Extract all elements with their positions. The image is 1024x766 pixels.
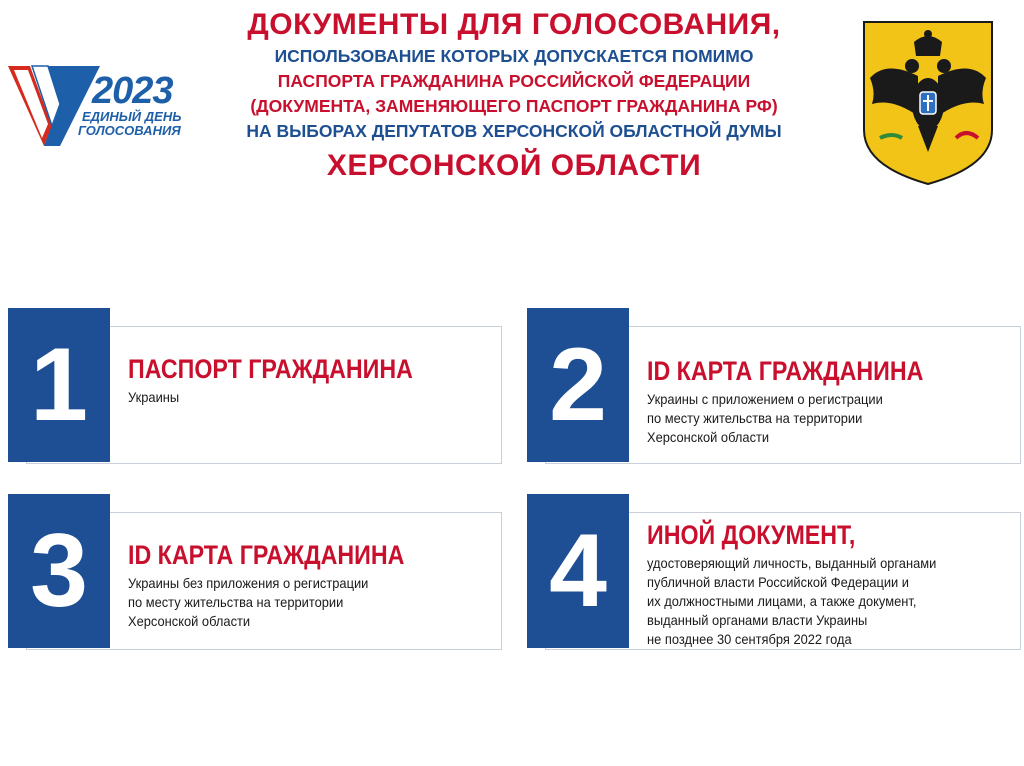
coat-of-arms	[862, 20, 994, 186]
card-number: 1	[30, 327, 88, 443]
card-content	[647, 356, 1015, 447]
card-title: ПАСПОРТ ГРАЖДАНИНА	[128, 354, 413, 384]
page-title: ДОКУМЕНТЫ ДЛЯ ГОЛОСОВАНИЯ,	[247, 8, 781, 41]
document-card-3	[8, 494, 502, 650]
card-title: ИНОЙ ДОКУМЕНТ,	[647, 520, 856, 550]
card-title: ID КАРТА ГРАЖДАНИНА	[647, 356, 924, 386]
region-title: ХЕРСОНСКОЙ ОБЛАСТИ	[326, 149, 702, 182]
document-card-4	[527, 494, 1021, 650]
page-header	[200, 6, 828, 186]
card-number: 3	[30, 513, 88, 629]
subtitle-line-2: ПАСПОРТА ГРАЖДАНИНА РОССИЙСКОЙ ФЕДЕРАЦИИ	[277, 71, 751, 91]
subtitle-line-4: НА ВЫБОРАХ ДЕПУТАТОВ ХЕРСОНСКОЙ ОБЛАСТНОЙ ДУМЫ	[246, 121, 782, 141]
document-card-2	[527, 308, 1021, 464]
subtitle-line-1: ИСПОЛЬЗОВАНИЕ КОТОРЫХ ДОПУСКАЕТСЯ ПОМИМО	[274, 46, 754, 66]
card-content	[128, 354, 496, 407]
card-content	[128, 540, 496, 631]
subtitle-line-3: (ДОКУМЕНТА, ЗАМЕНЯЮЩЕГО ПАСПОРТ ГРАЖДАНИНА РФ)	[250, 96, 778, 116]
card-number: 2	[549, 327, 607, 443]
election-day-logo	[8, 60, 204, 150]
card-title: ID КАРТА ГРАЖДАНИНА	[128, 540, 405, 570]
card-text: Украины с приложением о регистрации по месту жительства на территории Херсонской области	[647, 391, 883, 445]
card-text: Украины без приложения о регистрации по месту жительства на территории Херсонской области	[128, 575, 369, 629]
card-number: 4	[549, 513, 607, 629]
logo-year: 2023	[92, 70, 173, 112]
card-text: удостоверяющий личность, выданный органами публичной власти Российской Федерации и их должностными лицами, а также документ, выданный органами власти Украины не позднее 30 сентября 2022 года	[647, 555, 937, 647]
document-card-1	[8, 308, 502, 464]
logo-line-2: ГОЛОСОВАНИЯ	[78, 123, 181, 138]
card-content	[647, 520, 1015, 649]
kherson-coat-of-arms-icon	[862, 20, 994, 186]
card-text: Украины	[128, 389, 180, 405]
logo-line-1: ЕДИНЫЙ ДЕНЬ	[82, 109, 182, 124]
